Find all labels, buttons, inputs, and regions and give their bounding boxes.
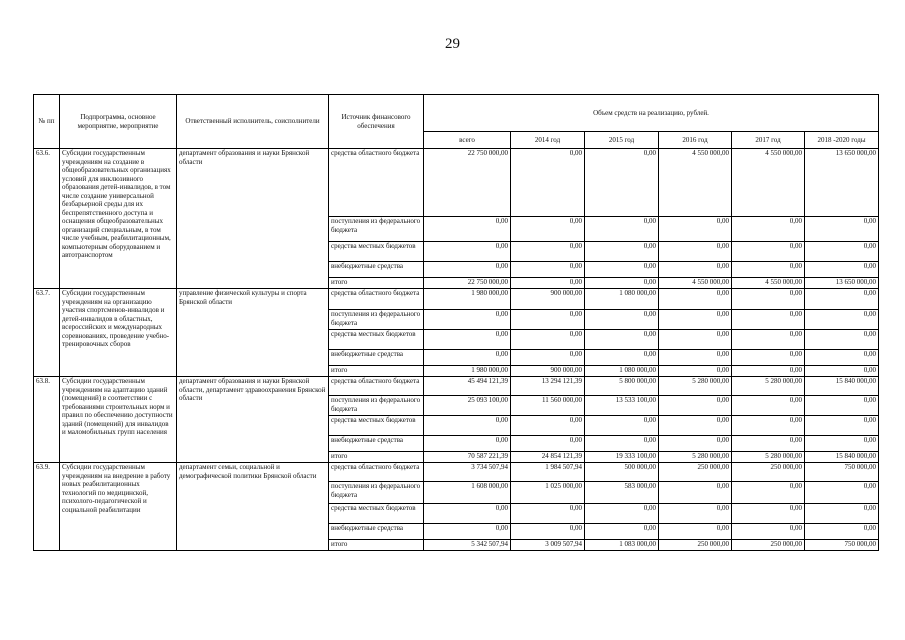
header-col-2018-2020: 2018 -2020 годы bbox=[805, 132, 879, 149]
amount-cell: 5 280 000,00 bbox=[732, 377, 805, 396]
amount-cell: 0,00 bbox=[659, 217, 732, 242]
amount-cell: 0,00 bbox=[585, 262, 659, 278]
amount-cell: 0,00 bbox=[732, 350, 805, 366]
header-num: № пп bbox=[34, 95, 60, 149]
amount-cell: 0,00 bbox=[424, 350, 511, 366]
amount-cell: 0,00 bbox=[732, 217, 805, 242]
amount-cell: 0,00 bbox=[805, 504, 879, 524]
funding-source: средства областного бюджета bbox=[329, 149, 424, 217]
amount-cell: 1 080 000,00 bbox=[585, 289, 659, 310]
amount-cell: 0,00 bbox=[511, 504, 585, 524]
amount-cell: 3 734 507,94 bbox=[424, 463, 511, 482]
amount-cell: 3 009 507,94 bbox=[511, 540, 585, 551]
header-col-2014: 2014 год bbox=[511, 132, 585, 149]
amount-cell: 750 000,00 bbox=[805, 540, 879, 551]
funding-source: поступления из федерального бюджета bbox=[329, 217, 424, 242]
funding-source: внебюджетные средства bbox=[329, 524, 424, 540]
amount-cell: 13 650 000,00 bbox=[805, 278, 879, 289]
funding-source: средства местных бюджетов bbox=[329, 416, 424, 436]
amount-cell: 0,00 bbox=[732, 396, 805, 416]
section-number: 63.6. bbox=[34, 149, 60, 289]
amount-cell: 4 550 000,00 bbox=[732, 149, 805, 217]
amount-cell: 0,00 bbox=[805, 350, 879, 366]
amount-cell: 5 280 000,00 bbox=[732, 452, 805, 463]
funding-source: средства областного бюджета bbox=[329, 463, 424, 482]
amount-cell: 0,00 bbox=[511, 310, 585, 330]
section-number: 63.8. bbox=[34, 377, 60, 463]
amount-cell: 0,00 bbox=[424, 242, 511, 262]
amount-cell: 13 294 121,39 bbox=[511, 377, 585, 396]
amount-cell: 4 550 000,00 bbox=[659, 278, 732, 289]
amount-cell: 0,00 bbox=[805, 396, 879, 416]
section-number: 63.7. bbox=[34, 289, 60, 377]
amount-cell: 0,00 bbox=[511, 524, 585, 540]
header-col-2015: 2015 год bbox=[585, 132, 659, 149]
amount-cell: 1 083 000,00 bbox=[585, 540, 659, 551]
amount-cell: 4 550 000,00 bbox=[659, 149, 732, 217]
amount-cell: 5 342 507,94 bbox=[424, 540, 511, 551]
amount-cell: 0,00 bbox=[805, 524, 879, 540]
amount-cell: 0,00 bbox=[659, 330, 732, 350]
budget-table bbox=[33, 94, 879, 551]
amount-cell: 0,00 bbox=[659, 436, 732, 452]
header-col-total: всего bbox=[424, 132, 511, 149]
amount-cell: 0,00 bbox=[424, 330, 511, 350]
header-row bbox=[34, 95, 879, 132]
amount-cell: 70 587 221,39 bbox=[424, 452, 511, 463]
funding-source: поступления из федерального бюджета bbox=[329, 482, 424, 504]
amount-cell: 4 550 000,00 bbox=[732, 278, 805, 289]
amount-cell: 0,00 bbox=[805, 366, 879, 377]
amount-cell: 0,00 bbox=[805, 289, 879, 310]
amount-cell: 11 560 000,00 bbox=[511, 396, 585, 416]
amount-cell: 250 000,00 bbox=[659, 540, 732, 551]
amount-cell: 5 280 000,00 bbox=[659, 452, 732, 463]
funding-source: итого bbox=[329, 452, 424, 463]
amount-cell: 0,00 bbox=[511, 242, 585, 262]
amount-cell: 0,00 bbox=[659, 482, 732, 504]
amount-cell: 0,00 bbox=[805, 242, 879, 262]
amount-cell: 19 333 100,00 bbox=[585, 452, 659, 463]
amount-cell: 13 650 000,00 bbox=[805, 149, 879, 217]
funding-source: средства местных бюджетов bbox=[329, 504, 424, 524]
funding-source: средства местных бюджетов bbox=[329, 330, 424, 350]
amount-cell: 0,00 bbox=[805, 436, 879, 452]
amount-cell: 0,00 bbox=[732, 504, 805, 524]
amount-cell: 0,00 bbox=[659, 396, 732, 416]
amount-cell: 0,00 bbox=[585, 149, 659, 217]
funding-source: поступления из федерального бюджета bbox=[329, 396, 424, 416]
source-row bbox=[34, 463, 879, 482]
header-executor: Ответственный исполнитель, соисполнители bbox=[177, 95, 329, 149]
amount-cell: 0,00 bbox=[805, 310, 879, 330]
table-body bbox=[34, 149, 879, 551]
amount-cell: 0,00 bbox=[424, 436, 511, 452]
amount-cell: 0,00 bbox=[732, 330, 805, 350]
amount-cell: 0,00 bbox=[805, 262, 879, 278]
header-col-2017: 2017 год bbox=[732, 132, 805, 149]
amount-cell: 0,00 bbox=[424, 504, 511, 524]
amount-cell: 0,00 bbox=[732, 482, 805, 504]
header-col-2016: 2016 год bbox=[659, 132, 732, 149]
amount-cell: 0,00 bbox=[424, 310, 511, 330]
section-executor: департамент образования и науки Брянской области, департамент здравоохранения Брянской области bbox=[177, 377, 329, 463]
amount-cell: 0,00 bbox=[805, 330, 879, 350]
amount-cell: 0,00 bbox=[585, 504, 659, 524]
funding-source: поступления из федерального бюджета bbox=[329, 310, 424, 330]
amount-cell: 0,00 bbox=[585, 310, 659, 330]
amount-cell: 0,00 bbox=[585, 524, 659, 540]
amount-cell: 250 000,00 bbox=[732, 540, 805, 551]
amount-cell: 0,00 bbox=[424, 524, 511, 540]
amount-cell: 0,00 bbox=[659, 262, 732, 278]
amount-cell: 5 280 000,00 bbox=[659, 377, 732, 396]
amount-cell: 0,00 bbox=[659, 242, 732, 262]
amount-cell: 1 080 000,00 bbox=[585, 366, 659, 377]
amount-cell: 0,00 bbox=[511, 262, 585, 278]
amount-cell: 0,00 bbox=[732, 366, 805, 377]
amount-cell: 0,00 bbox=[732, 416, 805, 436]
funding-source: средства областного бюджета bbox=[329, 289, 424, 310]
amount-cell: 0,00 bbox=[659, 504, 732, 524]
amount-cell: 13 533 100,00 bbox=[585, 396, 659, 416]
amount-cell: 1 980 000,00 bbox=[424, 366, 511, 377]
amount-cell: 0,00 bbox=[732, 242, 805, 262]
amount-cell: 250 000,00 bbox=[732, 463, 805, 482]
amount-cell: 0,00 bbox=[732, 310, 805, 330]
section-number: 63.9. bbox=[34, 463, 60, 551]
amount-cell: 0,00 bbox=[585, 242, 659, 262]
amount-cell: 0,00 bbox=[585, 416, 659, 436]
amount-cell: 5 800 000,00 bbox=[585, 377, 659, 396]
amount-cell: 0,00 bbox=[511, 436, 585, 452]
source-row bbox=[34, 289, 879, 310]
funding-source: средства местных бюджетов bbox=[329, 242, 424, 262]
source-row bbox=[34, 377, 879, 396]
amount-cell: 1 608 000,00 bbox=[424, 482, 511, 504]
amount-cell: 1 980 000,00 bbox=[424, 289, 511, 310]
amount-cell: 0,00 bbox=[511, 149, 585, 217]
amount-cell: 45 494 121,39 bbox=[424, 377, 511, 396]
amount-cell: 583 000,00 bbox=[585, 482, 659, 504]
section-executor: департамент семьи, социальной и демографической политики Брянской области bbox=[177, 463, 329, 551]
funding-source: средства областного бюджета bbox=[329, 377, 424, 396]
amount-cell: 0,00 bbox=[511, 416, 585, 436]
funding-source: итого bbox=[329, 540, 424, 551]
funding-source: итого bbox=[329, 366, 424, 377]
amount-cell: 1 984 507,94 bbox=[511, 463, 585, 482]
funding-source: внебюджетные средства bbox=[329, 436, 424, 452]
amount-cell: 0,00 bbox=[659, 524, 732, 540]
amount-cell: 750 000,00 bbox=[805, 463, 879, 482]
amount-cell: 25 093 100,00 bbox=[424, 396, 511, 416]
page-number: 29 bbox=[445, 36, 460, 52]
amount-cell: 0,00 bbox=[732, 436, 805, 452]
section-name: Субсидии государственным учреждениям на внедрение в работу новых реабилитационных технологий по медицинской, психолого-педагогической и социальной реабилитации bbox=[60, 463, 177, 551]
amount-cell: 0,00 bbox=[732, 262, 805, 278]
amount-cell: 0,00 bbox=[659, 350, 732, 366]
section-name: Субсидии государственным учреждениям на адаптацию зданий (помещений) в соответствии с требованиями строительных норм и правил по обеспечению доступности зданий (помещений) для инвалидов и маломобильных групп населения bbox=[60, 377, 177, 463]
section-executor: департамент образования и науки Брянской области bbox=[177, 149, 329, 289]
header-sources: Источник финансового обеспечения bbox=[329, 95, 424, 149]
amount-cell: 0,00 bbox=[732, 524, 805, 540]
amount-cell: 0,00 bbox=[732, 289, 805, 310]
source-row bbox=[34, 149, 879, 217]
amount-cell: 0,00 bbox=[659, 416, 732, 436]
amount-cell: 0,00 bbox=[585, 436, 659, 452]
section-executor: управление физической культуры и спорта Брянской области bbox=[177, 289, 329, 377]
amount-cell: 15 840 000,00 bbox=[805, 452, 879, 463]
funding-source: итого bbox=[329, 278, 424, 289]
amount-cell: 900 000,00 bbox=[511, 366, 585, 377]
funding-source: внебюджетные средства bbox=[329, 262, 424, 278]
amount-cell: 250 000,00 bbox=[659, 463, 732, 482]
header-volume: Объем средств на реализацию, рублей. bbox=[424, 95, 879, 132]
amount-cell: 0,00 bbox=[511, 350, 585, 366]
funding-source: внебюджетные средства bbox=[329, 350, 424, 366]
amount-cell: 500 000,00 bbox=[585, 463, 659, 482]
amount-cell: 0,00 bbox=[805, 482, 879, 504]
amount-cell: 1 025 000,00 bbox=[511, 482, 585, 504]
header-subprogram: Подпрограмма, основное мероприятие, мероприятие bbox=[60, 95, 177, 149]
section-name: Субсидии государственным учреждениям на организацию участия спортсменов-инвалидов и детей-инвалидов в областных, всероссийских и международных соревнованиях, проведение учебно-тренировочных сборов bbox=[60, 289, 177, 377]
amount-cell: 0,00 bbox=[511, 330, 585, 350]
amount-cell: 0,00 bbox=[511, 217, 585, 242]
amount-cell: 0,00 bbox=[585, 217, 659, 242]
section-name: Субсидии государственным учреждениям на создание в общеобразовательных организациях условий для инклюзивного образования детей-инвалидов, в том числе создание универсальной безбарьерной среды для их беспрепятственного доступа и оснащения общеобразовательных организаций специальным, в том числе учебным, реабилитационным, компьютерным оборудованием и автотранспортом bbox=[60, 149, 177, 289]
amount-cell: 0,00 bbox=[585, 278, 659, 289]
amount-cell: 24 854 121,39 bbox=[511, 452, 585, 463]
amount-cell: 0,00 bbox=[585, 330, 659, 350]
amount-cell: 0,00 bbox=[659, 289, 732, 310]
amount-cell: 0,00 bbox=[659, 310, 732, 330]
amount-cell: 900 000,00 bbox=[511, 289, 585, 310]
amount-cell: 0,00 bbox=[424, 416, 511, 436]
amount-cell: 0,00 bbox=[585, 350, 659, 366]
amount-cell: 22 750 000,00 bbox=[424, 278, 511, 289]
amount-cell: 0,00 bbox=[424, 262, 511, 278]
amount-cell: 0,00 bbox=[659, 366, 732, 377]
amount-cell: 0,00 bbox=[805, 217, 879, 242]
amount-cell: 0,00 bbox=[511, 278, 585, 289]
amount-cell: 15 840 000,00 bbox=[805, 377, 879, 396]
amount-cell: 0,00 bbox=[805, 416, 879, 436]
amount-cell: 22 750 000,00 bbox=[424, 149, 511, 217]
amount-cell: 0,00 bbox=[424, 217, 511, 242]
